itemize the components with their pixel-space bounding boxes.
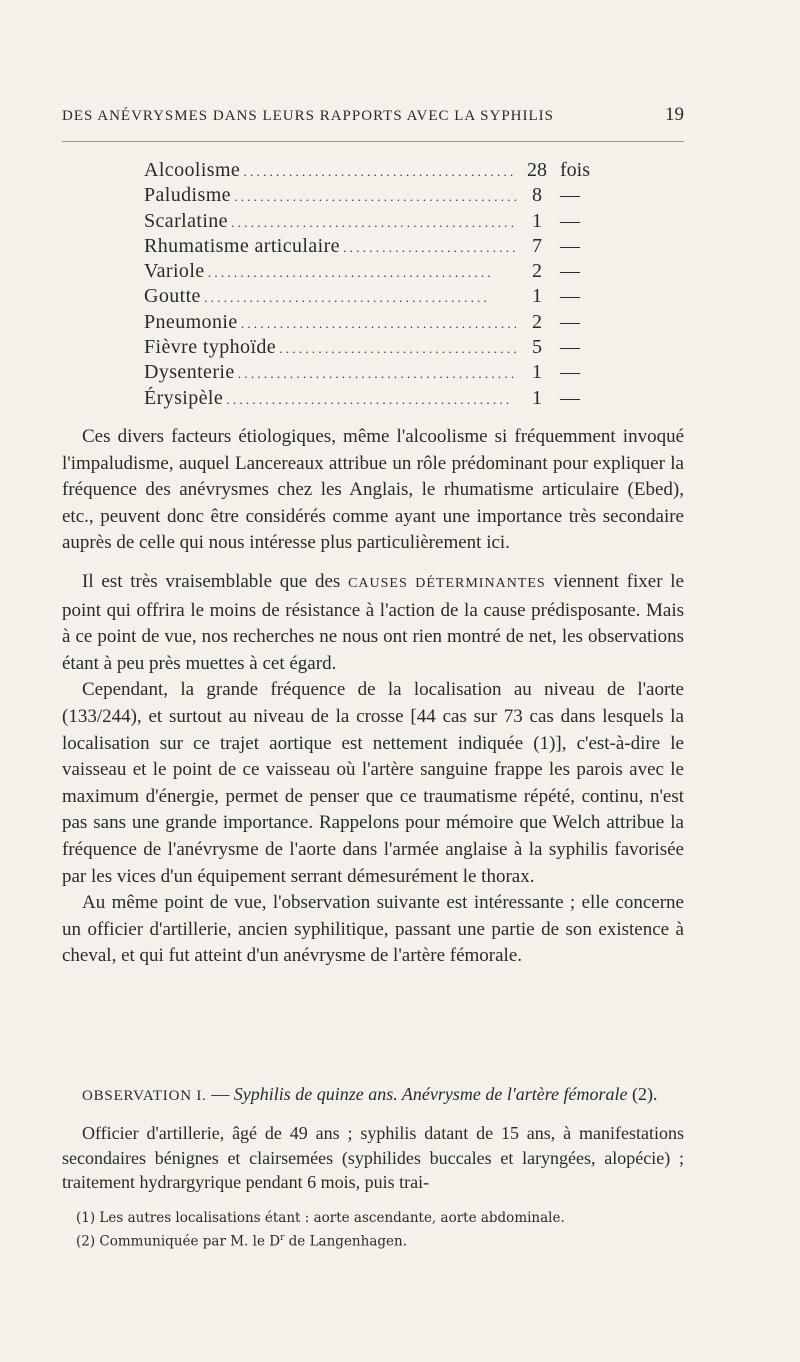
cause-label: Paludisme . . . — [144, 183, 516, 209]
footnote-superscript: r — [280, 1233, 285, 1243]
cause-label: Pneumonie . . . — [144, 310, 516, 336]
page-number: 19 — [665, 104, 684, 125]
cause-unit: — — [560, 260, 580, 283]
cause-label: Rhumatisme articulaire . . . — [144, 234, 516, 260]
table-row — [144, 360, 604, 385]
causes-table — [144, 158, 604, 411]
header-rule — [62, 141, 684, 142]
cause-label: Érysipèle . . . — [144, 386, 516, 412]
cause-unit: — — [560, 285, 580, 308]
table-row — [144, 234, 604, 259]
table-row — [144, 209, 604, 234]
cause-count: 2 — [532, 310, 542, 333]
cause-label: Dysenterie . . . — [144, 360, 516, 386]
cause-unit: — — [560, 209, 580, 232]
body-text — [62, 424, 684, 970]
cause-count: 1 — [532, 361, 542, 384]
paragraph-text: viennent fixer le point qui offrira le moins de résistance à l'action de la cause prédisposante. Mais à ce point de vue, nos recherches ne nous ont rien montré de net, les observations étant à peu près muettes à cet égard. — [62, 570, 684, 674]
cause-label: Fièvre typhoïde . . . — [144, 335, 516, 361]
cause-unit: — — [560, 386, 580, 409]
cause-unit: — — [560, 361, 580, 384]
observation-heading — [62, 1081, 684, 1109]
cause-unit: — — [560, 310, 580, 333]
cause-count: 8 — [532, 184, 542, 207]
cause-label: Scarlatine . . . — [144, 209, 516, 235]
paragraph-text: Il est très vraisemblable que des — [82, 570, 349, 592]
table-row — [144, 158, 604, 183]
running-title: DES ANÉVRYSMES DANS LEURS RAPPORTS AVEC LA SYPHILIS — [62, 108, 555, 124]
paragraph: Ces divers facteurs étiologiques, même l'alcoolisme si fréquemment invoqué l'impaludisme, auquel Lancereaux attribue un rôle prédominant pour expliquer la fréquence des anévrysmes chez les Anglais, le rhumatisme articulaire (Ebed), etc., peuvent donc être considérés comme ayant une importance très secondaire auprès de celle qui nous intéresse plus particulièrement ici. — [62, 426, 684, 554]
table-row — [144, 183, 604, 208]
cause-unit: fois — [560, 159, 590, 181]
table-row — [144, 259, 604, 284]
cause-count: 5 — [532, 336, 542, 359]
table-row — [144, 386, 604, 411]
observation-text: Officier d'artillerie, âgé de 49 ans ; syphilis datant de 15 ans, à manifestations secondaires bénignes et clairsemées (syphilides buccales et laryngées, alopécie) ; traitement hydrargyrique pendant 6 mois, puis trai- — [62, 1123, 684, 1192]
cause-count: 2 — [532, 260, 542, 283]
cause-count: 28 — [527, 159, 547, 181]
observation-ref: (2). — [627, 1084, 658, 1104]
footnotes — [76, 1208, 676, 1252]
cause-count: 1 — [532, 285, 542, 308]
cause-count: 1 — [532, 209, 542, 232]
table-row — [144, 310, 604, 335]
cause-unit: — — [560, 336, 580, 359]
small-caps-term: CAUSES DÉTERMINANTES — [348, 575, 546, 591]
paragraph: Au même point de vue, l'observation suivante est intéressante ; elle concerne un officier d'artillerie, ancien syphilitique, passant une partie de son existence à cheval, et qui fut atteint d'un anévrysme de l'artère fémorale. — [62, 892, 684, 967]
paragraph — [62, 569, 684, 677]
running-header — [62, 104, 684, 126]
cause-label: Goutte . . . — [144, 284, 516, 310]
footnote-text: (2) Communiquée par M. le D — [76, 1233, 281, 1250]
cause-count: 1 — [532, 386, 542, 409]
table-row — [144, 284, 604, 309]
footnote — [76, 1228, 676, 1252]
paragraph: Cependant, la grande fréquence de la localisation au niveau de l'aorte (133/244), et surtout au niveau de la crosse [44 cas sur 73 cas dans lesquels la localisation sur ce trajet aortique est nettement indiquée (1)], c'est-à-dire le vaisseau et le point de ce vaisseau où l'artère sanguine frappe les parois avec le maximum d'énergie, permet de penser que ce traumatisme répété, continu, n'est pas sans une grande importance. Rappelons pour mémoire que Welch attribue la fréquence de l'anévrysme de l'aorte dans l'armée anglaise à la syphilis favorisée par les vices d'un équipement serrant démesurément le thorax. — [62, 679, 684, 887]
cause-unit: — — [560, 184, 580, 207]
table-row — [144, 335, 604, 360]
cause-count: 7 — [532, 234, 542, 257]
footnote: (1) Les autres localisations étant : aorte ascendante, aorte abdominale. — [76, 1210, 565, 1226]
cause-label: Alcoolisme . . . — [144, 158, 516, 184]
observation-dash: — — [206, 1084, 234, 1104]
footnote-text: de Langenhagen. — [284, 1233, 407, 1250]
cause-unit: — — [560, 234, 580, 257]
cause-label: Variole . . . — [144, 259, 516, 285]
observation-title: Syphilis de quinze ans. Anévrysme de l'artère fémorale — [233, 1084, 628, 1104]
observation-label: OBSERVATION I. — [82, 1088, 207, 1104]
